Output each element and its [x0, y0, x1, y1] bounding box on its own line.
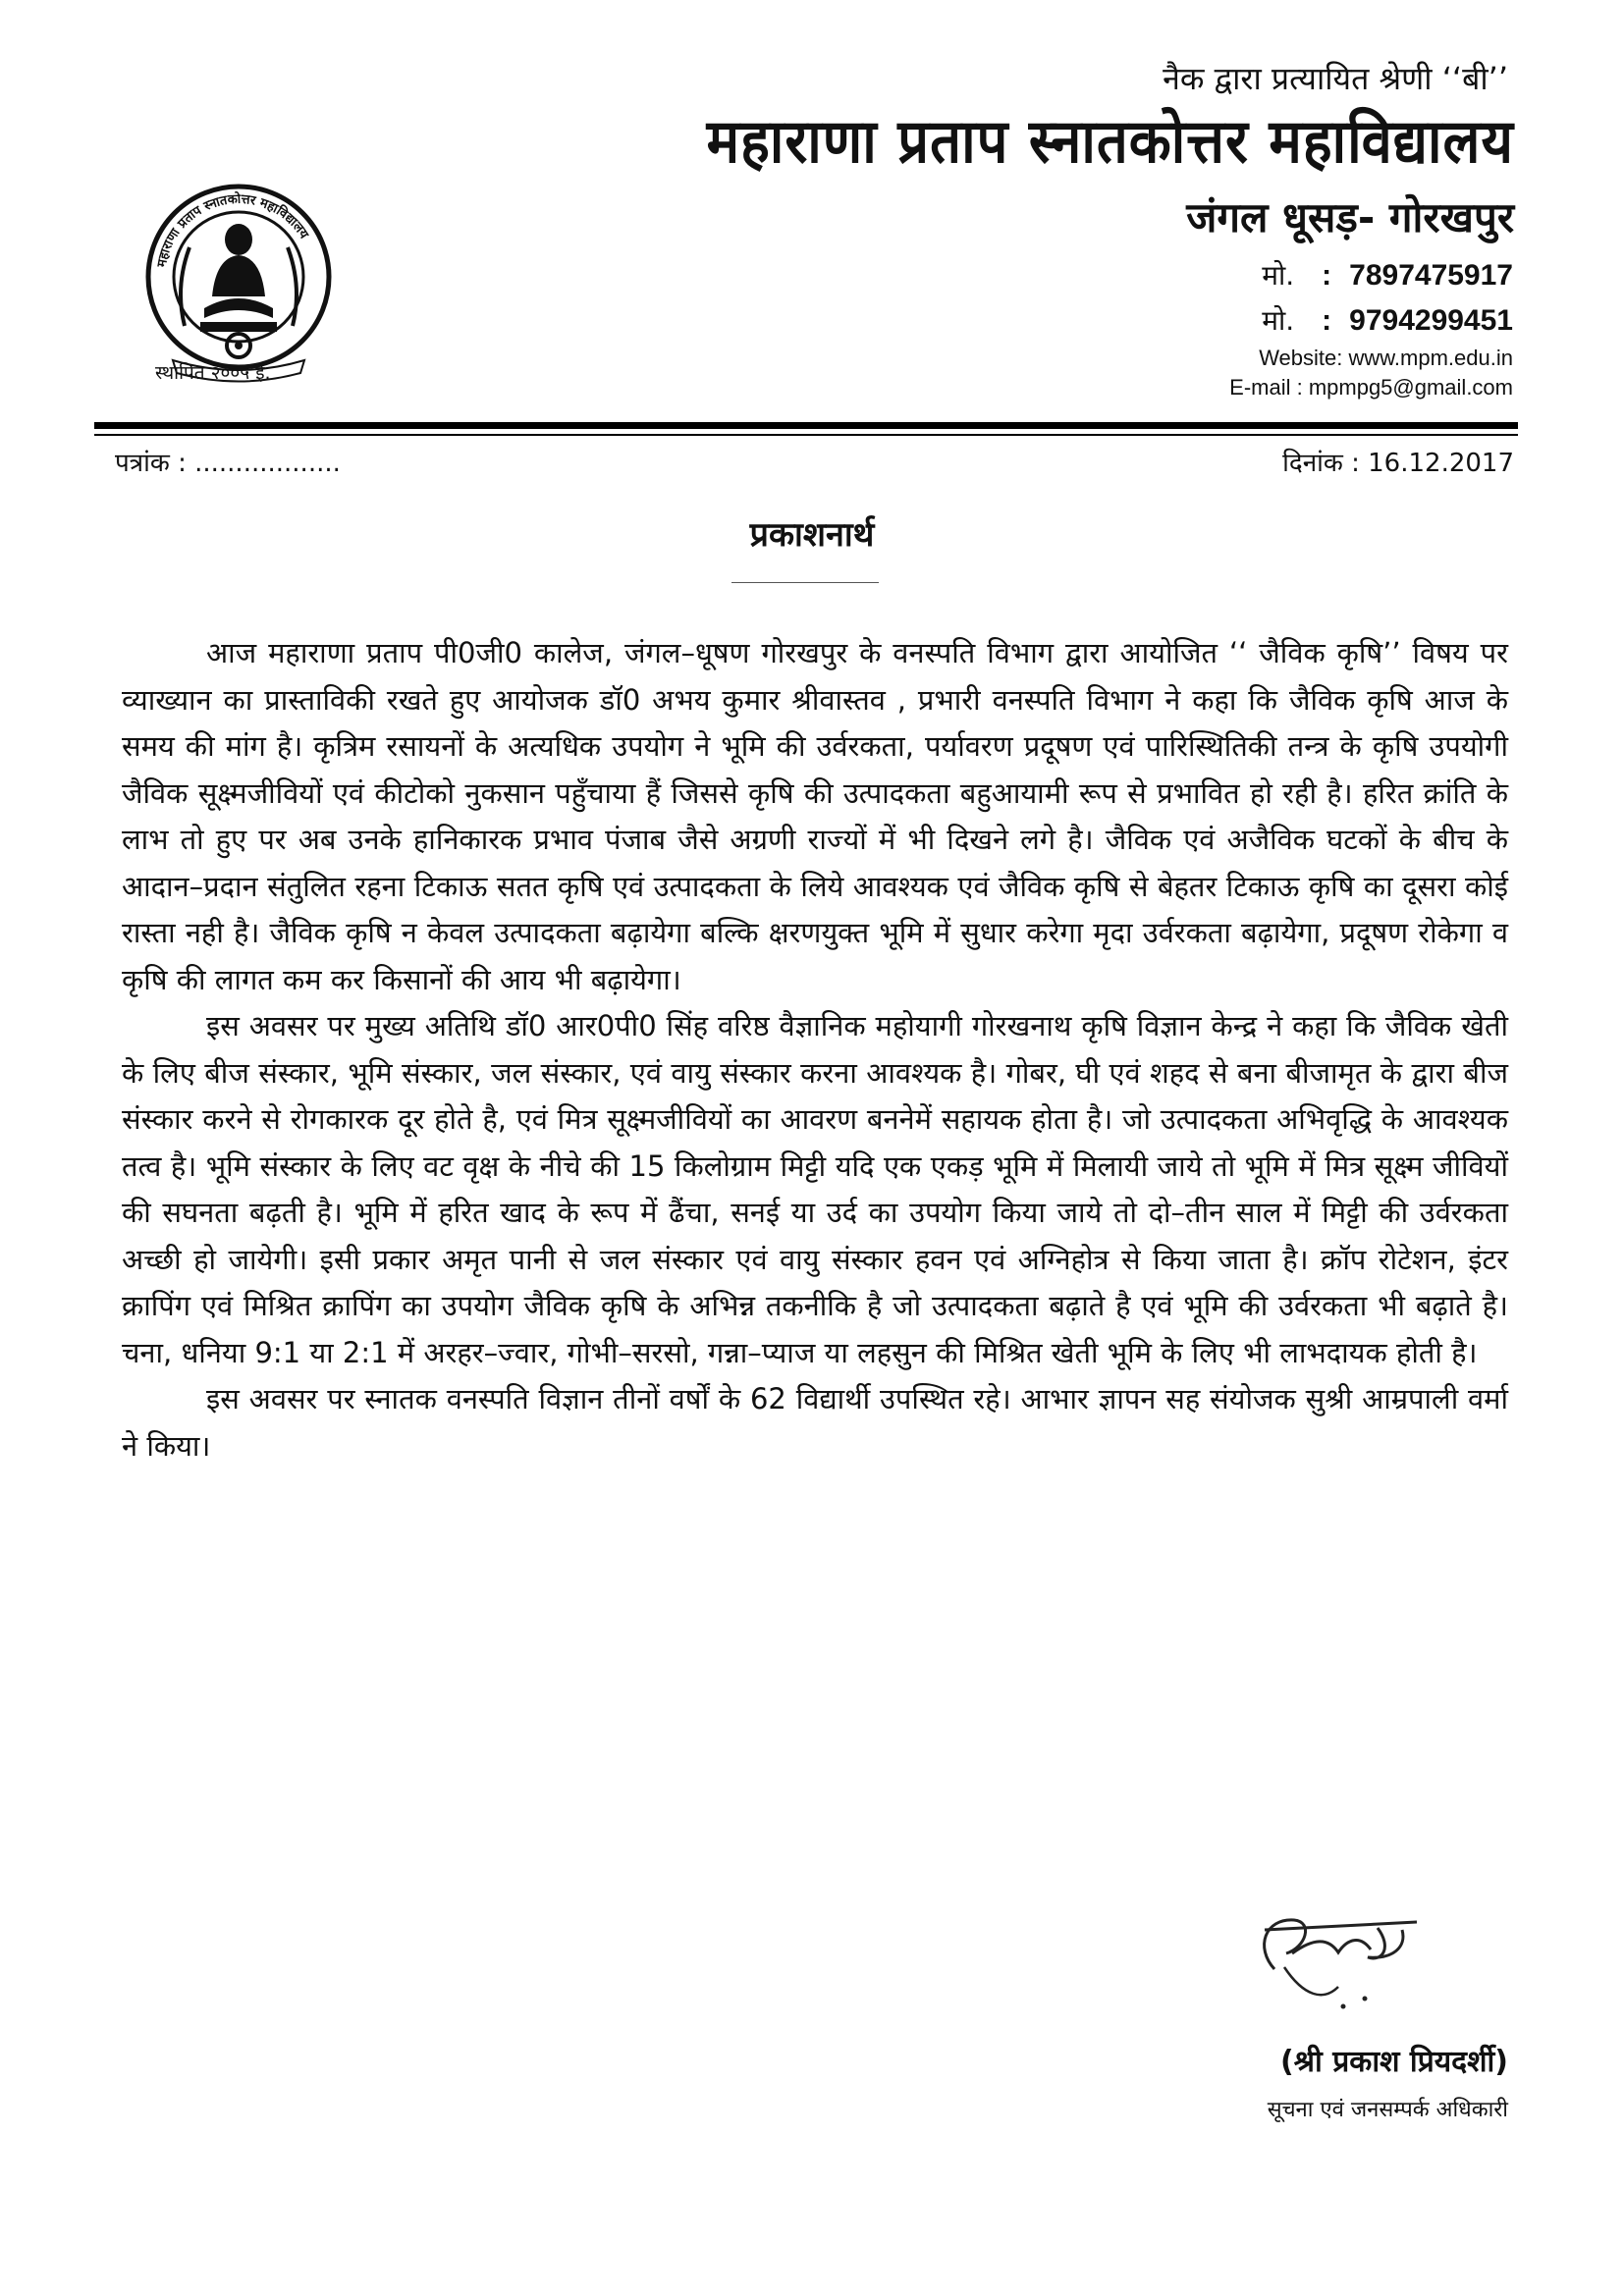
paragraph-1: आज महाराणा प्रताप पी0जी0 कालेज, जंगल–धूषण गोरखपुर के वनस्पति विभाग द्वारा आयोजित ‘‘ जैविक कृषि’’ विषय पर व्याख्यान का प्रास्ताविकी रखते हुए आयोजक डॉ0 अभय कुमार श्रीवास्तव , प्रभारी वनस्पति विभाग ने कहा कि जैविक कृषि आज के समय की मांग है। कृत्रिम रसायनों के अत्यधिक उपयोग ने भूमि की उर्वरकता, पर्यावरण प्रदूषण एवं पारिस्थितिकी तन्त्र के कृषि उपयोगी जैविक सूक्ष्मजीवियों एवं कीटोको नुकसान पहुँचाया हैं जिससे कृषि की उत्पादकता बहुआयामी रूप से प्रभावित हो रही है। हरित क्रांति के लाभ तो हुए पर अब उनके हानिकारक प्रभाव पंजाब जैसे अग्रणी राज्यों में भी दिखने लगे है। जैविक एवं अजैविक घटकों के बीच के आदान–प्रदान संतुलित रहना टिकाऊ सतत कृषि एवं उत्पादकता के लिये आवश्यक एवं जैविक कृषि से बेहतर टिकाऊ कृषि का दूसरा कोई रास्ता नही है। जैविक कृषि न केवल उत्पादकता बढ़ायेगा बल्कि क्षरणयुक्त भूमि में सुधार करेगा मृदा उर्वरकता बढ़ायेगा, प्रदूषण रोकेगा व कृषि की लागत कम कर किसानों की आय भी बढ़ायेगा। — [122, 636, 1508, 996]
established-year: स्थापित २००५ ई. — [155, 362, 271, 384]
website: Website: www.mpm.edu.in — [1259, 346, 1513, 370]
email: E-mail : mpmpg5@gmail.com — [1229, 375, 1513, 400]
contact-block — [1229, 253, 1513, 402]
phone-label: मो. — [1262, 304, 1295, 337]
header-divider-thick — [94, 422, 1518, 429]
paragraph-3: इस अवसर पर स्नातक वनस्पति विज्ञान तीनों वर्षों के 62 विद्यार्थी उपस्थित रहे। आभार ज्ञापन सह संयोजक सुश्री आम्रपाली वर्मा ने किया। — [122, 1382, 1508, 1463]
phone-line-2 — [1229, 298, 1513, 344]
college-location: जंगल धूसड़- गोरखपुर — [1186, 193, 1514, 241]
press-release-body — [122, 630, 1508, 1469]
phone-number-1: 7897475917 — [1349, 259, 1513, 292]
header-divider-thin — [94, 434, 1518, 436]
college-seal-logo — [135, 179, 342, 385]
phone-label: मो. — [1262, 259, 1295, 292]
phone-line-1 — [1229, 253, 1513, 298]
phone-separator: : — [1322, 259, 1332, 292]
handwritten-signature — [1245, 1908, 1441, 2016]
college-name: महाराणा प्रताप स्नातकोत्तर महाविद्यालय — [706, 106, 1514, 178]
signatory-title: सूचना एवं जनसम्पर्क अधिकारी — [1267, 2098, 1508, 2122]
reference-number: पत्रांक : .................. — [115, 449, 341, 478]
seal-ring-text: महाराणा प्रताप स्नातकोत्तर महाविद्यालय — [154, 191, 311, 269]
paragraph-2: इस अवसर पर मुख्य अतिथि डॉ0 आर0पी0 सिंह वरिष्ठ वैज्ञानिक महोयागी गोरखनाथ कृषि विज्ञान केन्द्र ने कहा कि जैविक खेती के लिए बीज संस्कार, भूमि संस्कार, जल संस्कार, एवं वायु संस्कार करना आवश्यक है। गोबर, घी एवं शहद से बना बीजामृत के द्वारा बीज संस्कार करने से रोगकारक दूर होते है, एवं मित्र सूक्ष्मजीवियों का आवरण बननेमें सहायक होता है। जो उत्पादकता अभिवृद्धि के आवश्यक तत्व है। भूमि संस्कार के लिए वट वृक्ष के नीचे की 15 किलोग्राम मिट्टी यदि एक एकड़ भूमि में मिलायी जाये तो भूमि में मित्र सूक्ष्म जीवियों की सघनता बढ़ती है। भूमि में हरित खाद के रूप में ढैंचा, सनई या उर्द का उपयोग किया जाये तो दो–तीन साल में मिट्टी की उर्वरकता अच्छी हो जायेगी। इसी प्रकार अमृत पानी से जल संस्कार एवं वायु संस्कार हवन एवं अग्निहोत्र से किया जाता है। क्रॉप रोटेशन, इंटर क्रापिंग एवं मिश्रित क्रापिंग का उपयोग जैविक कृषि के अभिन्न तकनीकि है जो उत्पादकता बढ़ाते है एवं भूमि की उर्वरकता भी बढ़ाते है। चना, धनिया 9:1 या 2:1 में अरहर–ज्वार, गोभी–सरसो, गन्ना–प्याज या लहसुन की मिश्रित खेती भूमि के लिए भी लाभदायक होती है। — [122, 1009, 1508, 1369]
phone-number-2: 9794299451 — [1349, 304, 1513, 337]
document-date: दिनांक : 16.12.2017 — [1282, 449, 1514, 478]
signatory-name: (श्री प्रकाश प्रियदर्शी) — [1280, 2045, 1508, 2079]
accreditation-grade: नैक द्वारा प्रत्यायित श्रेणी ‘‘बी’’ — [1163, 60, 1508, 97]
document-heading: प्रकाशनार्थ — [749, 515, 875, 555]
heading-underline — [731, 582, 879, 583]
phone-separator: : — [1322, 304, 1332, 337]
